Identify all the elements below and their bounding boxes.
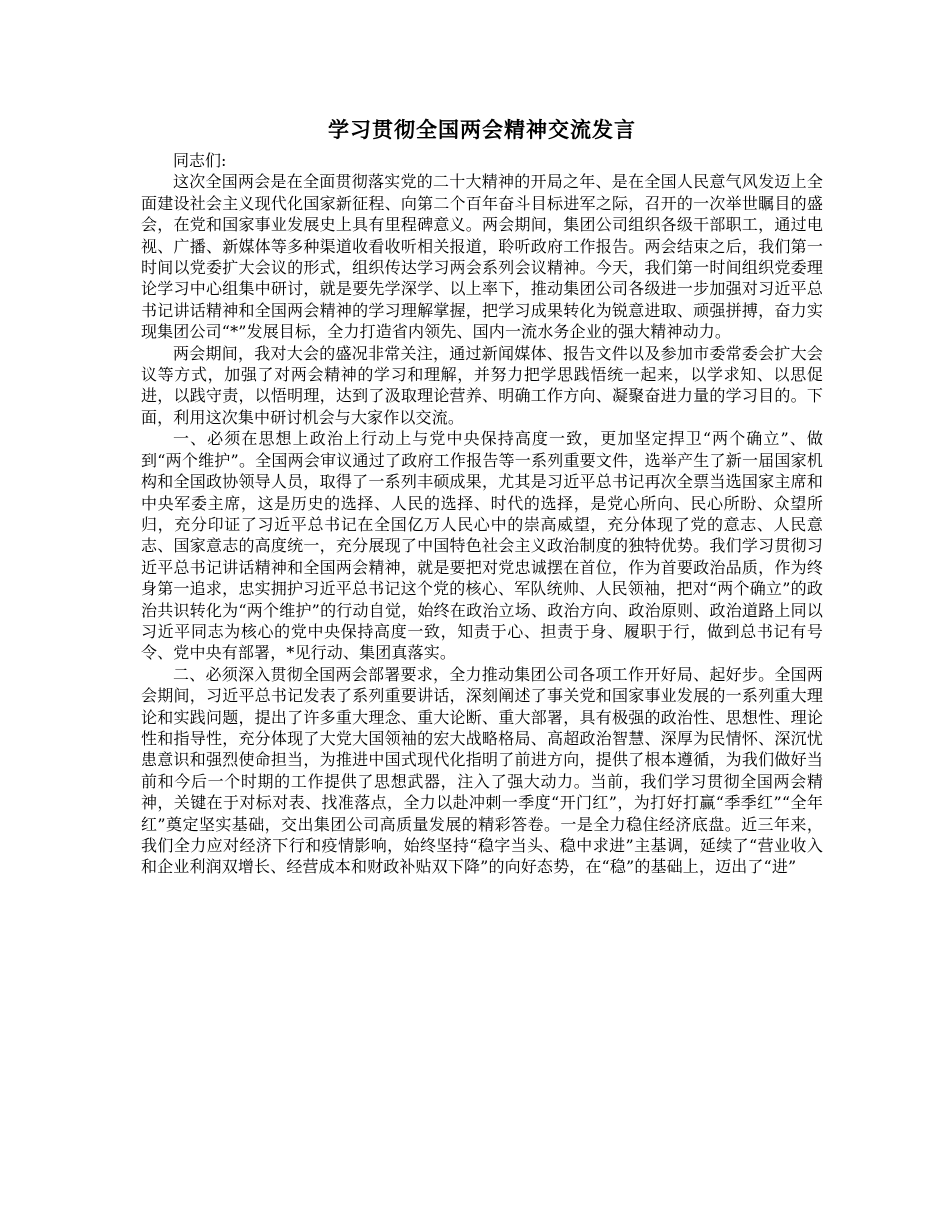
paragraph-study-overview: 两会期间，我对大会的盛况非常关注，通过新闻媒体、报告文件以及参加市委常委会扩大会议等方式，加强了对两会精神的学习和理解，并努力把学思践悟统一起来，以学求知、以思促进，以践守责，以悟明理，达到了汲取理论营养、明确工作方向、凝聚奋进力量的学习目的。下面，利用这次集中研讨机会与大家作以交流。 — [141, 343, 823, 427]
salutation: 同志们: — [173, 151, 227, 170]
document-page — [141, 116, 823, 878]
paragraph-point-two: 二、必须深入贯彻全国两会部署要求，全力推动集团公司各项工作开好局、起好步。全国两会期间，习近平总书记发表了系列重要讲话，深刻阐述了事关党和国家事业发展的一系列重大理论和实践问题，提出了许多重大理念、重大论断、重大部署，具有极强的政治性、思想性、理论性和指导性，充分体现了大党大国领袖的宏大战略格局、高超政治智慧、深厚为民情怀、深沉忧患意识和强烈使命担当，为推进中国式现代化指明了前进方向，提供了根本遵循，为我们做好当前和今后一个时期的工作提供了思想武器，注入了强大动力。当前，我们学习贯彻全国两会精神，关键在于对标对表、找准落点，全力以赴冲刺一季度“开门红”，为打好打赢“季季红”“全年红”奠定坚实基础，交出集团公司高质量发展的精彩答卷。一是全力稳住经济底盘。近三年来，我们全力应对经济下行和疫情影响，始终坚持“稳字当头、稳中求进”主基调，延续了“营业收入和企业利润双增长、经营成本和财政补贴双下降”的向好态势，在“稳”的基础上，迈出了“进” — [141, 664, 823, 877]
document-title: 学习贯彻全国两会精神交流发言 — [328, 118, 636, 142]
paragraph-intro: 这次全国两会是在全面贯彻落实党的二十大精神的开局之年、是在全国人民意气风发迈上全面建设社会主义现代化国家新征程、向第二个百年奋斗目标进军之际，召开的一次举世瞩目的盛会，在党和国家事业发展史上具有里程碑意义。两会期间，集团公司组织各级干部职工，通过电视、广播、新媒体等多种渠道收看收听相关报道，聆听政府工作报告。两会结束之后，我们第一时间以党委扩大会议的形式，组织传达学习两会系列会议精神。今天，我们第一时间组织党委理论学习中心组集中研讨，就是要先学深学、以上率下，推动集团公司各级进一步加强对习近平总书记讲话精神和全国两会精神的学习理解掌握，把学习成果转化为锐意进取、顽强拼搏，奋力实现集团公司“*”发展目标，全力打造省内领先、国内一流水务企业的强大精神动力。 — [141, 172, 823, 342]
paragraph-point-one: 一、必须在思想上政治上行动上与党中央保持高度一致，更加坚定捍卫“两个确立”、做到“两个维护”。全国两会审议通过了政府工作报告等一系列重要文件，选举产生了新一届国家机构和全国政协领导人员，取得了一系列丰硕成果，尤其是习近平总书记再次全票当选国家主席和中央军委主席，这是历史的选择、人民的选择、时代的选择，是党心所向、民心所盼、众望所归，充分印证了习近平总书记在全国亿万人民心中的崇高威望，充分体现了党的意志、人民意志、国家意志的高度统一，充分展现了中国特色社会主义政治制度的独特优势。我们学习贯彻习近平总书记讲话精神和全国两会精神，就是要把对党忠诚摆在首位，作为首要政治品质，作为终身第一追求，忠实拥护习近平总书记这个党的核心、军队统帅、人民领袖，把对“两个确立”的政治共识转化为“两个维护”的行动自觉，始终在政治立场、政治方向、政治原则、政治道路上同以习近平同志为核心的党中央保持高度一致，知责于心、担责于身、履职于行，做到总书记有号令、党中央有部署，*见行动、集团真落实。 — [141, 429, 823, 663]
